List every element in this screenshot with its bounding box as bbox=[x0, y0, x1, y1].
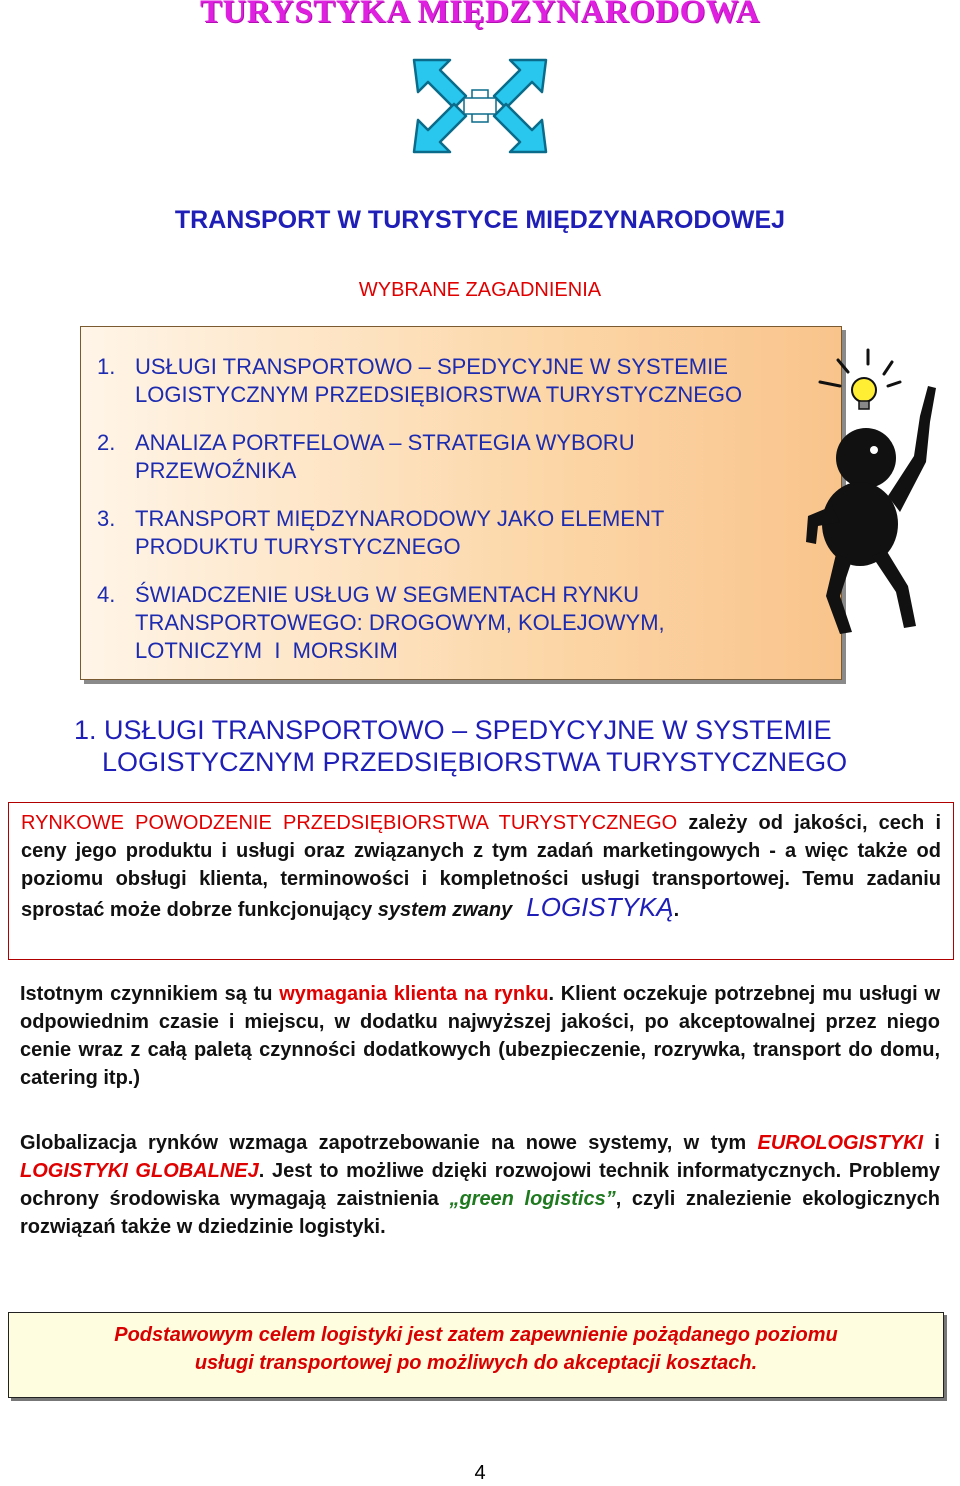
paragraph-customer-needs bbox=[20, 980, 940, 1092]
topic-line: USŁUGI TRANSPORTOWO – SPEDYCYJNE W SYSTEMIE bbox=[135, 354, 728, 379]
section-heading-line: USŁUGI TRANSPORTOWO – SPEDYCYJNE W SYSTEMIE bbox=[104, 715, 832, 745]
topic-line: LOGISTYCZNYM PRZEDSIĘBIORSTWA TURYSTYCZNEGO bbox=[135, 382, 743, 407]
topic-number: 2. bbox=[97, 430, 116, 455]
logistics-definition-text bbox=[21, 809, 941, 924]
goal-box bbox=[8, 1312, 944, 1398]
body-text: . Klient oczekuje potrzebnej mu usługi w odpowiednim czasie i miejscu, w dodatku najwyższej jakości, po akceptowalnej przez niego cenie wraz z całą paletą czynności dodatkowych (ubezpieczenie, rozrywka, transport do domu, catering itp.) bbox=[20, 983, 941, 1089]
topic-line: TRANSPORT MIĘDZYNARODOWY JAKO ELEMENT bbox=[135, 506, 665, 531]
emphasis-text: LOGISTYKĄ bbox=[526, 892, 674, 922]
document-title: TURYSTYKA MIĘDZYNARODOWA bbox=[200, 0, 760, 30]
topic-line: ŚWIADCZENIE USŁUG W SEGMENTACH RYNKU bbox=[135, 582, 640, 607]
page-number: 4 bbox=[474, 1462, 486, 1484]
topic-line: LOTNICZYM I MORSKIM bbox=[135, 638, 398, 663]
topic-line: PRZEWOŹNIKA bbox=[135, 458, 297, 483]
thinking-figure-lightbulb-icon bbox=[796, 346, 956, 642]
emphasis-text: EUROLOGISTYKI bbox=[757, 1132, 924, 1154]
goal-line: Podstawowym celem logistyki jest zatem zapewnienie pożądanego poziomu bbox=[114, 1324, 838, 1346]
topic-number: 1. bbox=[97, 354, 116, 379]
topics-box bbox=[80, 326, 842, 680]
body-text: Globalizacja rynków wzmaga zapotrzebowanie na nowe systemy, w tym bbox=[20, 1132, 758, 1154]
converging-arrows-icon bbox=[408, 54, 552, 158]
topic-number: 3. bbox=[97, 506, 116, 531]
topic-item bbox=[97, 505, 827, 561]
emphasis-text: LOGISTYKI GLOBALNEJ bbox=[20, 1160, 259, 1182]
body-text: , czyli znalezienie ekologicznych rozwiązań także w dziedzinie logistyki. bbox=[20, 1188, 941, 1238]
topic-line: TRANSPORTOWEGO: DROGOWYM, KOLEJOWYM, bbox=[135, 610, 665, 635]
sub-heading: WYBRANE ZAGADNIENIA bbox=[358, 279, 602, 301]
logistics-definition-box bbox=[8, 802, 954, 960]
body-text: Istotnym czynnikiem są tu bbox=[20, 983, 280, 1005]
body-text: . Jest to możliwe dzięki rozwojowi technik informatycznych. Problemy ochrony środowiska wymagają zaistnienia bbox=[20, 1160, 940, 1210]
section-heading-line: LOGISTYCZNYM PRZEDSIĘBIORSTWA TURYSTYCZNEGO bbox=[102, 747, 848, 777]
emphasis-text: „green logistics” bbox=[449, 1188, 616, 1210]
topic-item bbox=[97, 429, 827, 485]
goal-line: usługi transportowej po możliwych do akceptacji kosztach. bbox=[194, 1352, 758, 1374]
section-heading bbox=[74, 714, 914, 778]
body-text: i bbox=[923, 1132, 940, 1154]
topic-item bbox=[97, 353, 827, 409]
emphasis-text: wymagania klienta na rynku bbox=[279, 983, 549, 1005]
body-text: . bbox=[673, 899, 680, 921]
topic-item bbox=[97, 581, 827, 665]
topic-line: ANALIZA PORTFELOWA – STRATEGIA WYBORU bbox=[135, 430, 635, 455]
body-text: zależy od jakości, cech i ceny jego produktu i usługi oraz związanych z tym zadań marketingowych - a więc także od poziomu obsługi klienta, terminowości i kompletności usługi transportowej. Temu zadaniu sprostać może dobrze funkcjonujący bbox=[21, 812, 941, 921]
topics-list bbox=[97, 353, 827, 685]
body-text: system zwany bbox=[377, 899, 513, 921]
emphasis-text: RYNKOWE POWODZENIE PRZEDSIĘBIORSTWA TURYSTYCZNEGO bbox=[21, 812, 678, 834]
topic-line: PRODUKTU TURYSTYCZNEGO bbox=[135, 534, 461, 559]
main-heading: TRANSPORT W TURYSTYCE MIĘDZYNARODOWEJ bbox=[174, 206, 786, 234]
goal-text bbox=[9, 1321, 943, 1377]
section-number: 1. bbox=[74, 715, 97, 745]
topic-number: 4. bbox=[97, 582, 116, 607]
paragraph-globalization bbox=[20, 1129, 940, 1241]
